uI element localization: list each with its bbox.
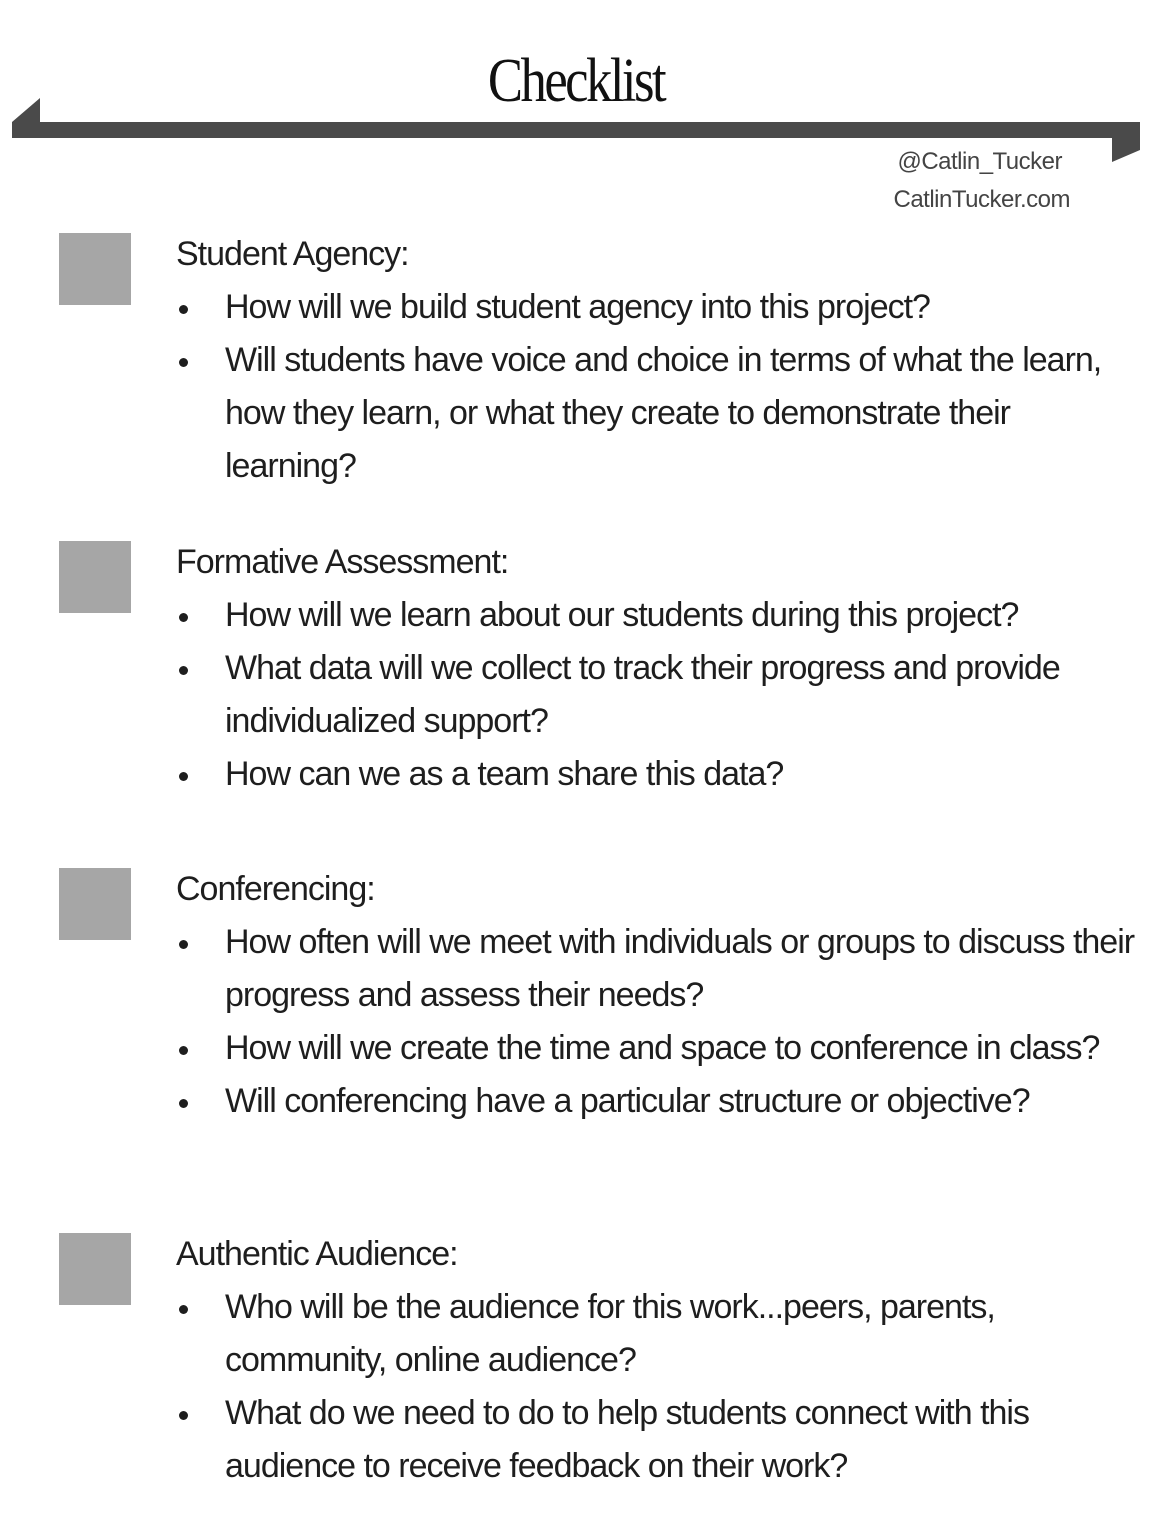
list-item: How can we as a team share this data? bbox=[0, 748, 1135, 801]
list-item: How will we build student agency into this project? bbox=[0, 281, 1135, 334]
list-item: What data will we collect to track their progress and provide individualized support? bbox=[0, 642, 1135, 748]
list-item: Who will be the audience for this work...peers, parents, community, online audience? bbox=[0, 1281, 1135, 1387]
author-website: CatlinTucker.com bbox=[893, 186, 1070, 213]
list-item: Will conferencing have a particular structure or objective? bbox=[0, 1075, 1135, 1128]
author-handle: @Catlin_Tucker bbox=[897, 148, 1062, 175]
page-title: Checklist bbox=[487, 47, 665, 115]
section-heading: Conferencing: bbox=[176, 870, 375, 908]
list-item: How often will we meet with individuals or groups to discuss their progress and assess their needs? bbox=[0, 916, 1135, 1022]
section-heading: Authentic Audience: bbox=[176, 1235, 458, 1273]
list-item: Will students have voice and choice in terms of what the learn, how they learn, or what they create to demonstrate their learning? bbox=[0, 334, 1135, 493]
list-item: How will we learn about our students during this project? bbox=[0, 589, 1135, 642]
list-item: How will we create the time and space to conference in class? bbox=[0, 1022, 1135, 1075]
section-heading: Student Agency: bbox=[176, 235, 409, 273]
section-heading: Formative Assessment: bbox=[176, 543, 509, 581]
list-item: What do we need to do to help students connect with this audience to receive feedback on their work? bbox=[0, 1387, 1135, 1493]
